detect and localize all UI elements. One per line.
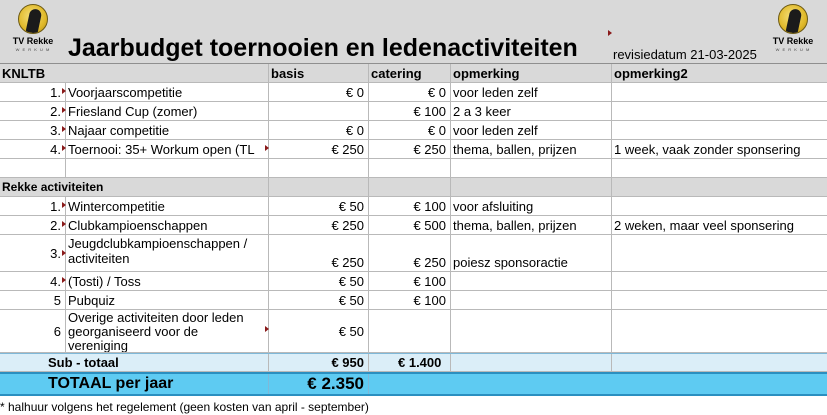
row-number[interactable]: 4. (0, 140, 66, 159)
empty-cell[interactable] (451, 178, 612, 197)
subtotal-row (0, 353, 827, 372)
activity-name[interactable]: Wintercompetitie (66, 197, 269, 216)
catering-value[interactable]: € 100 (369, 102, 451, 121)
opmerking-value[interactable] (451, 272, 612, 291)
activity-name-line: activiteiten (68, 251, 130, 266)
opmerking2-value[interactable] (612, 272, 827, 291)
section-header-row (0, 178, 827, 197)
catering-value[interactable]: € 0 (369, 83, 451, 102)
section-rekke-label[interactable]: Rekke activiteiten (0, 178, 269, 197)
table-row (0, 197, 827, 216)
empty-row (0, 159, 827, 178)
opmerking-value[interactable]: 2 a 3 keer (451, 102, 612, 121)
table-row (0, 291, 827, 310)
table-row (0, 121, 827, 140)
catering-value[interactable]: € 250 (369, 140, 451, 159)
activity-name-line: georganiseerd voor de (68, 324, 199, 339)
opmerking-value[interactable]: voor afsluiting (451, 197, 612, 216)
opmerking2-value[interactable] (612, 291, 827, 310)
opmerking-value[interactable]: voor leden zelf (451, 121, 612, 140)
comment-marker-icon[interactable] (62, 88, 66, 94)
revision-date[interactable]: revisiedatum 21-03-2025 (613, 47, 757, 62)
row-number[interactable]: 6 (0, 310, 66, 353)
opmerking2-value[interactable] (612, 235, 827, 272)
basis-value[interactable]: € 250 (269, 235, 369, 272)
total-value[interactable]: € 2.350 (269, 374, 369, 394)
basis-value[interactable] (269, 102, 369, 121)
subtotal-catering[interactable]: € 1.400 (369, 354, 451, 372)
empty-cell[interactable] (612, 354, 827, 372)
opmerking-value[interactable] (451, 310, 612, 353)
activity-name[interactable] (66, 235, 269, 272)
opmerking2-value[interactable] (612, 310, 827, 353)
empty-cell[interactable] (451, 159, 612, 178)
basis-value[interactable]: € 0 (269, 121, 369, 140)
header-basis[interactable]: basis (269, 64, 369, 83)
comment-marker-icon[interactable] (608, 30, 612, 36)
activity-name-line: Jeugdclubkampioenschappen / (68, 236, 248, 251)
opmerking2-value[interactable]: 1 week, vaak zonder sponsering (612, 140, 827, 159)
tennis-ball-icon (18, 4, 48, 34)
activity-name[interactable]: Pubquiz (66, 291, 269, 310)
activity-name[interactable]: (Tosti) / Toss (66, 272, 269, 291)
empty-cell[interactable] (0, 159, 66, 178)
total-row (0, 372, 827, 396)
opmerking2-value[interactable]: 2 weken, maar veel sponsering (612, 216, 827, 235)
header-opmerking2[interactable]: opmerking2 (612, 64, 827, 83)
empty-cell[interactable] (66, 159, 269, 178)
subtotal-basis[interactable]: € 950 (269, 354, 369, 372)
table-row (0, 140, 827, 159)
basis-value[interactable]: € 50 (269, 310, 369, 353)
comment-marker-icon[interactable] (62, 126, 66, 132)
basis-value[interactable]: € 250 (269, 140, 369, 159)
row-number[interactable]: 1. (0, 197, 66, 216)
catering-value[interactable]: € 100 (369, 291, 451, 310)
table-row (0, 102, 827, 121)
catering-value[interactable]: € 250 (369, 235, 451, 272)
opmerking2-value[interactable] (612, 197, 827, 216)
opmerking2-value[interactable] (612, 121, 827, 140)
row-number[interactable]: 3. (0, 235, 66, 272)
column-header-row (0, 64, 827, 83)
logo-subtitle: W E R K U M (15, 47, 51, 52)
opmerking2-value[interactable] (612, 102, 827, 121)
comment-marker-icon[interactable] (62, 277, 66, 283)
subtotal-label[interactable]: Sub - totaal (0, 354, 269, 372)
table-row (0, 235, 827, 272)
header-opmerking[interactable]: opmerking (451, 64, 612, 83)
table-row (0, 83, 827, 102)
total-label[interactable]: TOTAAL per jaar (0, 374, 269, 394)
logo-name: TV Rekke (12, 36, 54, 46)
comment-marker-icon[interactable] (62, 145, 66, 151)
club-logo-left (10, 2, 56, 62)
empty-cell[interactable] (612, 159, 827, 178)
opmerking2-value[interactable] (612, 83, 827, 102)
comment-marker-icon[interactable] (265, 145, 269, 151)
opmerking-value[interactable]: poiesz sponsoractie (451, 235, 612, 272)
club-logo-right (770, 2, 816, 62)
empty-cell[interactable] (612, 178, 827, 197)
comment-marker-icon[interactable] (62, 202, 66, 208)
activity-name[interactable]: Voorjaarscompetitie (66, 83, 269, 102)
catering-value[interactable] (369, 310, 451, 353)
total-empty (369, 374, 827, 394)
comment-marker-icon[interactable] (62, 107, 66, 113)
catering-value[interactable]: € 100 (369, 197, 451, 216)
row-number[interactable]: 1. (0, 83, 66, 102)
basis-value[interactable]: € 50 (269, 197, 369, 216)
table-row (0, 216, 827, 235)
row-number[interactable]: 4. (0, 272, 66, 291)
footnote[interactable]: * halhuur volgens het regelement (geen kosten van april - september) (0, 400, 369, 414)
row-number[interactable]: 3. (0, 121, 66, 140)
opmerking-value[interactable]: thema, ballen, prijzen (451, 140, 612, 159)
activity-name-line: vereniging (68, 338, 128, 353)
empty-cell[interactable] (269, 159, 369, 178)
header-catering[interactable]: catering (369, 64, 451, 83)
comment-marker-icon[interactable] (62, 250, 66, 256)
activity-name[interactable]: Clubkampioenschappen (66, 216, 269, 235)
activity-name[interactable]: Najaar competitie (66, 121, 269, 140)
opmerking-value[interactable]: voor leden zelf (451, 83, 612, 102)
logo-subtitle: W E R K U M (775, 47, 811, 52)
basis-value[interactable]: € 50 (269, 291, 369, 310)
empty-cell[interactable] (269, 178, 369, 197)
comment-marker-icon[interactable] (62, 221, 66, 227)
tennis-ball-icon (778, 4, 808, 34)
row-number[interactable]: 2. (0, 216, 66, 235)
table-row (0, 310, 827, 353)
row-number[interactable]: 5 (0, 291, 66, 310)
catering-value[interactable]: € 100 (369, 272, 451, 291)
activity-name[interactable]: Friesland Cup (zomer) (66, 102, 269, 121)
comment-marker-icon[interactable] (265, 326, 269, 332)
activity-name[interactable] (66, 310, 269, 353)
table-row (0, 272, 827, 291)
catering-value[interactable]: € 0 (369, 121, 451, 140)
empty-cell[interactable] (369, 159, 451, 178)
row-number[interactable]: 2. (0, 102, 66, 121)
empty-cell[interactable] (451, 354, 612, 372)
sheet-title[interactable]: Jaarbudget toernooien en ledenactiviteiten (68, 34, 578, 62)
opmerking-value[interactable] (451, 291, 612, 310)
empty-cell[interactable] (369, 178, 451, 197)
logo-name: TV Rekke (772, 36, 814, 46)
basis-value[interactable]: € 250 (269, 216, 369, 235)
basis-value[interactable]: € 0 (269, 83, 369, 102)
basis-value[interactable]: € 50 (269, 272, 369, 291)
header-knltb[interactable]: KNLTB (0, 64, 269, 83)
activity-name[interactable]: Toernooi: 35+ Workum open (TL (66, 140, 269, 159)
opmerking-value[interactable]: thema, ballen, prijzen (451, 216, 612, 235)
activity-name-line: Overige activiteiten door leden (68, 310, 244, 325)
catering-value[interactable]: € 500 (369, 216, 451, 235)
